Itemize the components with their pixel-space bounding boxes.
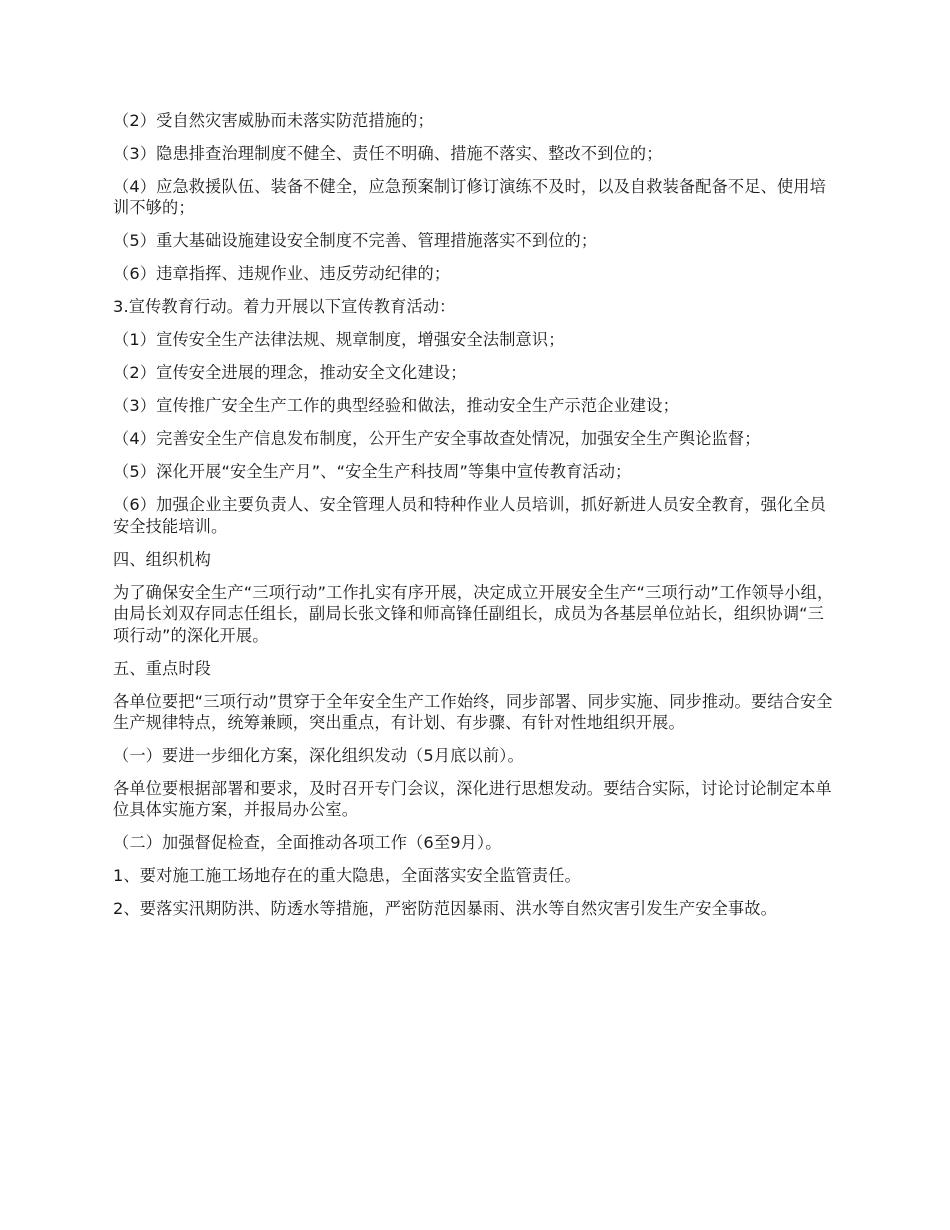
section-heading-publicity: 3.宣传教育行动。着力开展以下宣传教育活动：	[113, 297, 456, 317]
list-item-publicity-1: （1）宣传安全生产法律法规、规章制度，增强安全法制意识；	[113, 330, 565, 350]
list-item-publicity-2: （2）宣传安全进展的理念，推动安全文化建设；	[113, 363, 467, 383]
list-item-publicity-3: （3）宣传推广安全生产工作的典型经验和做法，推动安全生产示范企业建设；	[113, 396, 679, 416]
section-heading-organization: 四、组织机构	[113, 549, 212, 569]
subheading-phase-1: （一）要进一步细化方案，深化组织发动（5月底以前）。	[113, 746, 524, 766]
list-item-emergency-rescue: （4）应急救援队伍、装备不健全，应急预案制订修订演练不及时，以及自救装备配备不足、使用培训不够的；	[113, 177, 826, 218]
list-item-violations: （6）违章指挥、违规作业、违反劳动纪律的；	[113, 264, 451, 284]
list-item-phase-2-2: 2、要落实汛期防洪、防透水等措施，严密防范因暴雨、洪水等自然灾害引发生产安全事故。	[113, 899, 777, 919]
list-item-publicity-4: （4）完善安全生产信息发布制度，公开生产安全事故查处情况，加强安全生产舆论监督；	[113, 429, 761, 449]
list-item-phase-2-1: 1、要对施工施工场地存在的重大隐患，全面落实安全监管责任。	[113, 866, 581, 886]
paragraph-phase-1: 各单位要根据部署和要求，及时召开专门会议，深化进行思想发动。要结合实际，讨论讨论制定本单位具体实施方案，并报局办公室。	[113, 779, 832, 820]
list-item-natural-disaster: （2）受自然灾害威胁而未落实防范措施的；	[113, 111, 434, 130]
list-item-publicity-6: （6）加强企业主要负责人、安全管理人员和特种作业人员培训，抓好新进人员安全教育，强化全员安全技能培训。	[113, 495, 826, 536]
list-item-publicity-5: （5）深化开展“安全生产月”、“安全生产科技周”等集中宣传教育活动；	[113, 462, 632, 482]
subheading-phase-2: （二）加强督促检查，全面推动各项工作（6至9月）。	[113, 833, 502, 853]
paragraph-key-periods: 各单位要把“三项行动”贯穿于全年安全生产工作始终，同步部署、同步实施、同步推动。要结合安全生产规律特点，统筹兼顾，突出重点，有计划、有步骤、有针对性地组织开展。	[113, 691, 833, 733]
section-heading-key-periods: 五、重点时段	[113, 658, 212, 678]
list-item-hazard-governance: （3）隐患排查治理制度不健全、责任不明确、措施不落实、整改不到位的；	[113, 144, 663, 163]
paragraph-organization: 为了确保安全生产“三项行动”工作扎实有序开展，决定成立开展安全生产“三项行动”工作领导小组，由局长刘双存同志任组长，副局长张文锋和师高锋任副组长，成员为各基层单位站长，组织协调“三项行动”的深化开展。	[113, 582, 834, 645]
list-item-infrastructure: （5）重大基础设施建设安全制度不完善、管理措施落实不到位的；	[113, 231, 598, 251]
